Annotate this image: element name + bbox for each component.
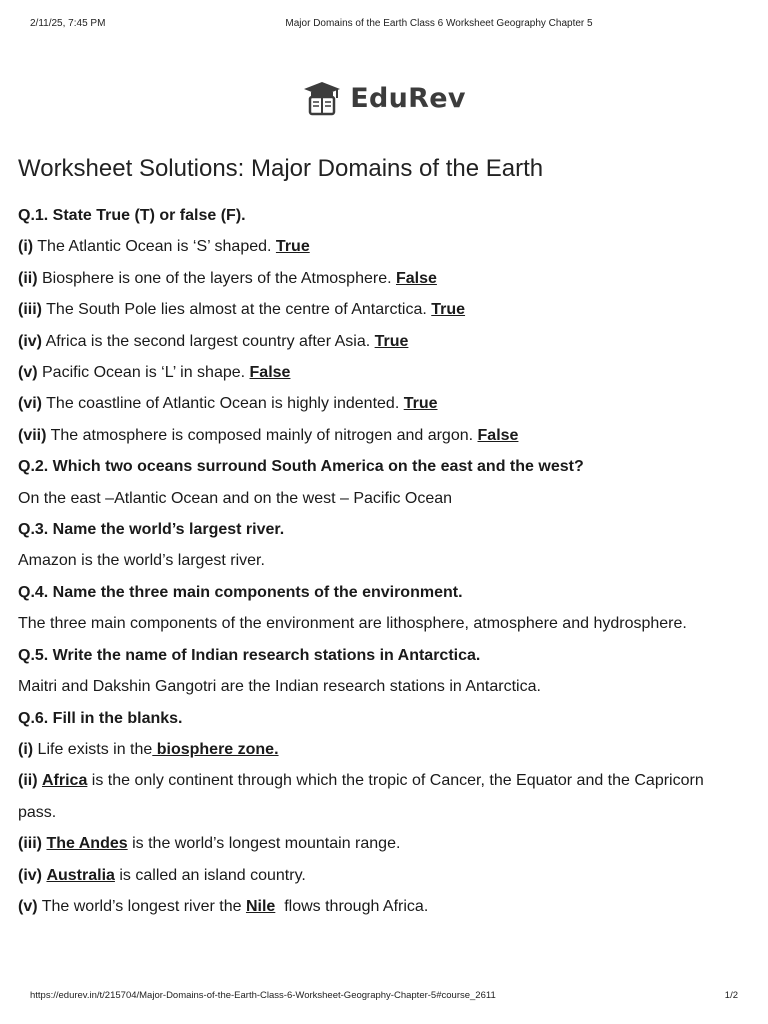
question-3-answer: Amazon is the world’s largest river.	[18, 552, 265, 570]
blank-answer: biosphere zone.	[152, 740, 279, 758]
item-answer: True	[374, 332, 409, 350]
question-5-answer: Maitri and Dakshin Gangotri are the Indian research stations in Antarctica.	[18, 678, 541, 696]
item-text: The world’s longest river the	[37, 897, 246, 915]
item-number: (iv)	[18, 332, 42, 350]
item-text: The South Pole lies almost at the centre of Antarctica.	[42, 301, 432, 319]
q1-item-v	[18, 357, 744, 388]
item-answer: False	[395, 269, 437, 287]
question-4-heading: Q.4. Name the three main components of the environment.	[18, 583, 463, 601]
page-number: 1/2	[724, 990, 738, 1001]
q1-item-iii	[18, 294, 744, 325]
item-number: (iv)	[18, 866, 42, 884]
item-text: is the world’s longest mountain range.	[127, 835, 401, 853]
q6-item-ii-continued: pass.	[18, 803, 57, 821]
item-number: (ii)	[18, 269, 38, 287]
item-text: flows through Africa.	[275, 897, 429, 915]
item-text: The atmosphere is composed mainly of nitrogen and argon.	[46, 426, 478, 444]
item-number: (vii)	[18, 426, 47, 444]
graduation-cap-book-icon	[302, 80, 342, 116]
page-title: Worksheet Solutions: Major Domains of the Earth	[18, 155, 544, 182]
print-header	[30, 18, 738, 34]
q6-item-iii	[18, 828, 744, 859]
print-date: 2/11/25, 7:45 PM	[30, 18, 106, 29]
item-number: (vi)	[18, 395, 42, 413]
q1-item-i	[18, 231, 744, 262]
q6-item-v	[18, 891, 744, 922]
question-2-heading: Q.2. Which two oceans surround South America on the east and the west?	[18, 458, 584, 476]
item-text: The coastline of Atlantic Ocean is highly indented.	[42, 395, 404, 413]
item-text: Africa is the second largest country after Asia.	[42, 332, 375, 350]
item-number: (v)	[18, 897, 38, 915]
item-text: Life exists in the	[33, 740, 153, 758]
item-answer: False	[249, 364, 291, 382]
item-text: The Atlantic Ocean is ‘S’ shaped.	[33, 238, 276, 256]
question-6-heading: Q.6. Fill in the blanks.	[18, 709, 183, 727]
edurev-logo[interactable]	[0, 78, 768, 118]
item-number: (iii)	[18, 835, 42, 853]
question-3-heading: Q.3. Name the world’s largest river.	[18, 521, 285, 539]
page-url[interactable]: https://edurev.in/t/215704/Major-Domains-of-the-Earth-Class-6-Worksheet-Geography-Chapter-5#course_2611	[30, 990, 496, 1001]
worksheet-content	[18, 150, 744, 922]
question-1-heading: Q.1. State True (T) or false (F).	[18, 207, 246, 224]
item-number: (i)	[18, 238, 34, 256]
q1-item-iv	[18, 326, 744, 357]
item-answer: False	[477, 426, 519, 444]
blank-answer: Africa	[42, 772, 88, 790]
item-number: (i)	[18, 740, 34, 758]
question-5-heading: Q.5. Write the name of Indian research stations in Antarctica.	[18, 646, 481, 664]
item-answer: True	[403, 395, 438, 413]
blank-answer: Nile	[245, 897, 276, 915]
item-answer: True	[275, 238, 310, 256]
item-text: is called an island country.	[114, 866, 306, 884]
item-number: (ii)	[18, 772, 38, 790]
print-footer	[30, 990, 738, 1004]
logo-text: EduRev	[350, 82, 466, 114]
item-number: (v)	[18, 364, 38, 382]
item-text: Pacific Ocean is ‘L’ in shape.	[37, 364, 250, 382]
question-4-answer: The three main components of the environment are lithosphere, atmosphere and hydrosphere.	[18, 615, 687, 633]
question-2-answer: On the east –Atlantic Ocean and on the west – Pacific Ocean	[18, 489, 453, 507]
q1-item-ii	[18, 263, 744, 294]
blank-answer: The Andes	[46, 835, 128, 853]
q1-item-vi	[18, 388, 744, 419]
item-text: is the only continent through which the tropic of Cancer, the Equator and the Capricorn	[87, 772, 704, 790]
item-text: Biosphere is one of the layers of the Atmosphere.	[37, 269, 396, 287]
q1-item-vii	[18, 420, 744, 451]
q6-item-ii	[18, 765, 744, 796]
item-number: (iii)	[18, 301, 42, 319]
document-title: Major Domains of the Earth Class 6 Worksheet Geography Chapter 5	[285, 18, 593, 29]
q6-item-i	[18, 734, 744, 765]
blank-answer: Australia	[46, 866, 115, 884]
item-answer: True	[431, 301, 466, 319]
q6-item-iv	[18, 860, 744, 891]
